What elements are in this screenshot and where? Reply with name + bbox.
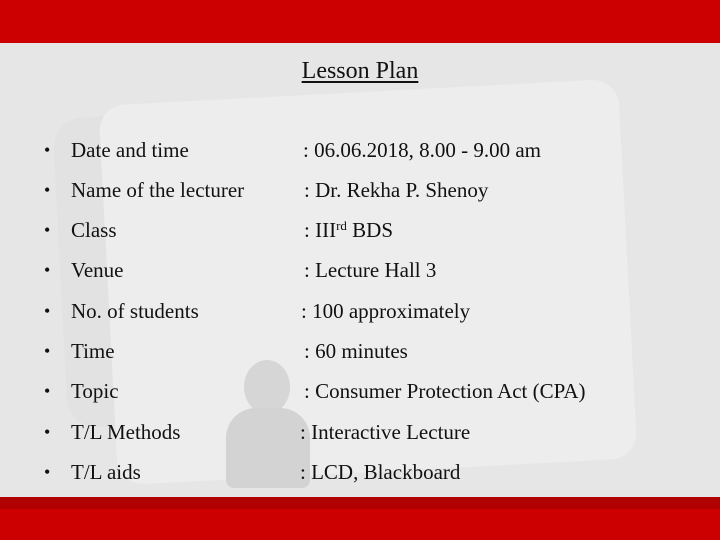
row-value: : Consumer Protection Act (CPA) — [304, 379, 586, 403]
background-figure-body — [226, 408, 310, 488]
bullet-icon: • — [44, 220, 51, 240]
row-value — [304, 215, 393, 245]
bullet-icon: • — [44, 381, 51, 401]
row-label: T/L aids — [71, 460, 141, 484]
bullet-icon: • — [44, 140, 51, 160]
row-value: : Dr. Rekha P. Shenoy — [304, 178, 489, 202]
row-value-superscript: rd — [336, 218, 347, 233]
row-label: Class — [71, 218, 117, 242]
row-label: T/L Methods — [71, 420, 181, 444]
row-label: Time — [71, 339, 115, 363]
row-label: Name of the lecturer — [71, 178, 245, 202]
row-value: : Lecture Hall 3 — [304, 258, 437, 282]
slide-title-container — [0, 58, 720, 85]
row-value: : 100 approximately — [301, 299, 471, 323]
slide-title: Lesson Plan — [301, 58, 419, 84]
row-label: Date and time — [71, 138, 189, 162]
bullet-icon: • — [44, 341, 51, 361]
bullet-icon: • — [44, 422, 51, 442]
bottom-band-shade — [0, 497, 720, 509]
row-value: : Interactive Lecture — [300, 420, 471, 444]
row-value-pre: : III — [304, 218, 337, 242]
row-value: : 06.06.2018, 8.00 - 9.00 am — [303, 138, 541, 162]
row-value: : LCD, Blackboard — [300, 460, 461, 484]
bullet-icon: • — [44, 260, 51, 280]
background-figure-head — [244, 360, 290, 414]
bullet-icon: • — [44, 462, 51, 482]
bullet-icon: • — [44, 301, 51, 321]
row-label: Venue — [71, 258, 124, 282]
row-label: Topic — [71, 379, 119, 403]
row-label: No. of students — [71, 299, 199, 323]
bullet-icon: • — [44, 180, 51, 200]
row-value: : 60 minutes — [304, 339, 408, 363]
bottom-red-band — [0, 497, 720, 540]
top-red-band — [0, 0, 720, 43]
row-value-post: BDS — [346, 218, 394, 242]
